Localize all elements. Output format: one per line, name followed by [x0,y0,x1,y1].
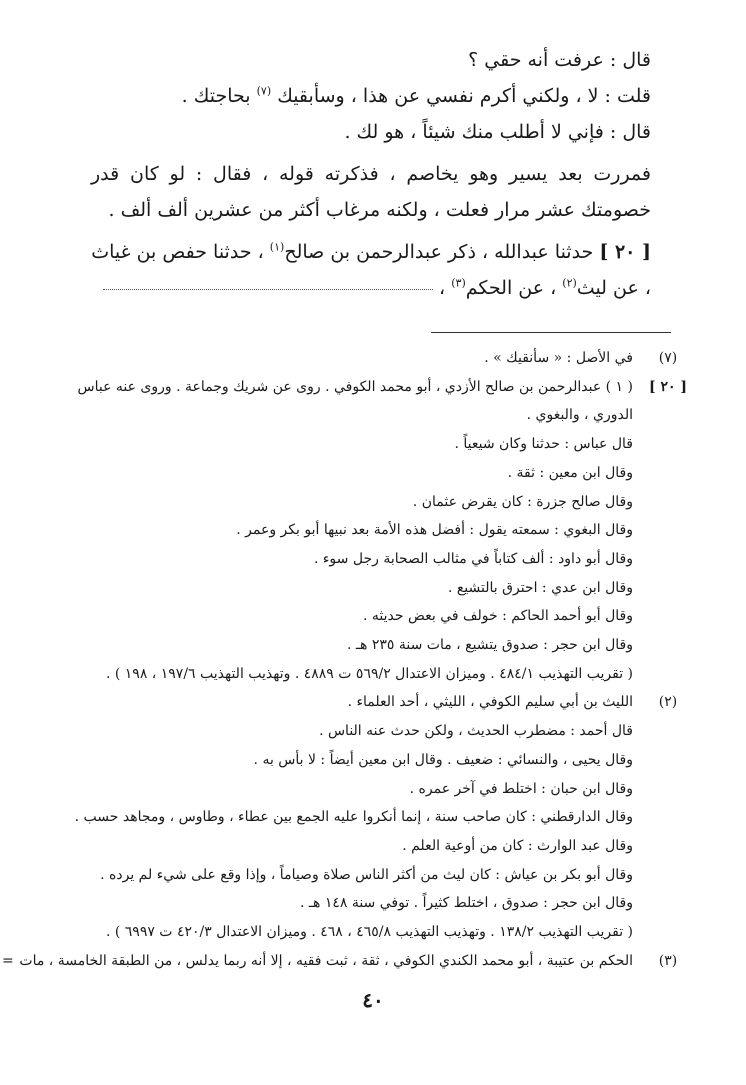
footnote-line: وقال عبد الوارث : كان من أوعية العلم . [402,837,633,854]
hadith-text-d: ، [439,277,446,299]
footnote-line: وقال أبو بكر بن عياش : كان ليث من أكثر الناس صلاة وصياماً ، وإذا وقع على شيء لم يرده . [100,866,633,883]
footnotes [19,344,688,975]
footnote-number: (٧) [658,350,678,366]
footnote-line: ( تقريب التهذيب ١٣٨/٢ . وتهذيب التهذيب ٤٦٥/٨ ، ٤٦٨ . وميزان الاعتدال ٤٢٠/٣ ت ٦٩٩٧ ) . [105,924,633,941]
footnote-line: وقال أبو داود : ألف كتاباً في مثالب الصحابة رجل سوء . [313,550,633,567]
footnote-line: قال أحمد : مضطرب الحديث ، ولكن حدث عنه الناس . [319,723,633,740]
page-number: ٤٠ [362,988,384,1012]
footnote-line: وقال ابن عدي : احترق بالتشيع . [447,579,633,596]
footnote-line: وقال البغوي : سمعته يقول : أفضل هذه الأمة بعد نبيها أبو بكر وعمر . [236,522,633,539]
hadith-text-a: حدثنا عبدالله ، ذكر عبدالرحمن بن صالح [284,241,594,263]
footnote-line: الليث بن أبي سليم الكوفي ، الليثي ، أحد العلماء . [347,694,633,711]
footnote-number: (٣) [658,952,678,969]
main-line-1: قال : عرفت أنه حقي ؟ [468,49,651,71]
footnote-line: وقال ابن معين : ثقة . [507,464,633,481]
footnote-number: [ ٢٠ ] [648,378,688,395]
footnote-separator [431,332,671,333]
footnote-line: وقال ابن حجر : صدوق يتشيع ، مات سنة ٢٣٥ هـ . [347,637,633,654]
continuation-mark: = [2,953,14,969]
main-text [91,42,651,306]
footnote-line: قال عباس : حدثنا وكان شيعياً . [454,436,633,453]
footnote-line: في الأصل : « سأنقيك » . [484,350,633,366]
main-line-3: قال : فإني لا أطلب منك شيئاً ، هو لك . [344,121,651,143]
footnote-line: وقال صالح جزرة : كان يقرض عثمان . [412,493,633,510]
hadith-text-c: ، عن الحكم [465,277,557,299]
footnote-3 [19,947,688,976]
hadith-paragraph [91,234,651,306]
footnote-line: وقال ابن حجر : صدوق ، اختلط كثيراً . توفي سنة ١٤٨ هـ . [299,895,633,912]
main-line-2-text: قلت : لا ، ولكني أكرم نفسي عن هذا ، وسأبقيك [277,85,651,107]
main-line-2 [91,78,651,114]
main-paragraph: فمررت بعد يسير وهو يخاصم ، فذكرته قوله ، فقال : لو كان قدر خصومتك عشر مرار فعلت ، ولكنه مرغاب أكثر من عشرين ألف ألف . [91,163,651,221]
footnote-line: وقال ابن حبان : اختلط في آخر عمره . [409,780,633,797]
footnote-ref-2: (٢) [562,276,577,290]
footnote-line: ( تقريب التهذيب ٤٨٤/١ . وميزان الاعتدال ٥٦٩/٢ ت ٤٨٨٩ . وتهذيب التهذيب ١٩٧/٦ ، ١٩٨ ) . [105,665,633,682]
footnote-ref-3: (٣) [451,276,466,290]
hadith-text-b: ، حدثنا حفص بن غياث ، عن ليث [91,241,651,299]
main-line-2-end: بحاجتك . [181,85,251,107]
dotted-leader [103,288,433,290]
footnote-line: وقال يحيى ، والنسائي : ضعيف . وقال ابن معين أيضاً : لا بأس به . [253,751,633,768]
footnote-number: (٢) [658,694,678,711]
footnote-20 [48,373,688,689]
footnote-line: الحكم بن عتيبة ، أبو محمد الكندي الكوفي ، ثقة ، ثبت فقيه ، إلا أنه ربما يدلس ، من الطبقة الخامسة ، مات [19,952,633,969]
footnote-line: وقال الدارقطني : كان صاحب سنة ، إنما أنكروا عليه الجمع بين عطاء ، وطاوس ، ومجاهد حسب . [74,809,633,826]
footnote-line: ( ١ ) عبدالرحمن بن صالح الأزدي ، أبو محمد الكوفي . روى عن شريك وجماعة . وروى عنه عباس الدوري ، والبغوي . [77,378,633,424]
footnote-ref-1: (١) [269,240,285,254]
hadith-number: [ ٢٠ ] [599,241,651,263]
footnote-line: وقال أبو أحمد الحاكم : خولف في بعض حديثه . [363,608,633,625]
footnote-2 [48,688,688,946]
footnote-7 [48,344,688,373]
footnote-ref-7: (٧) [256,84,272,98]
